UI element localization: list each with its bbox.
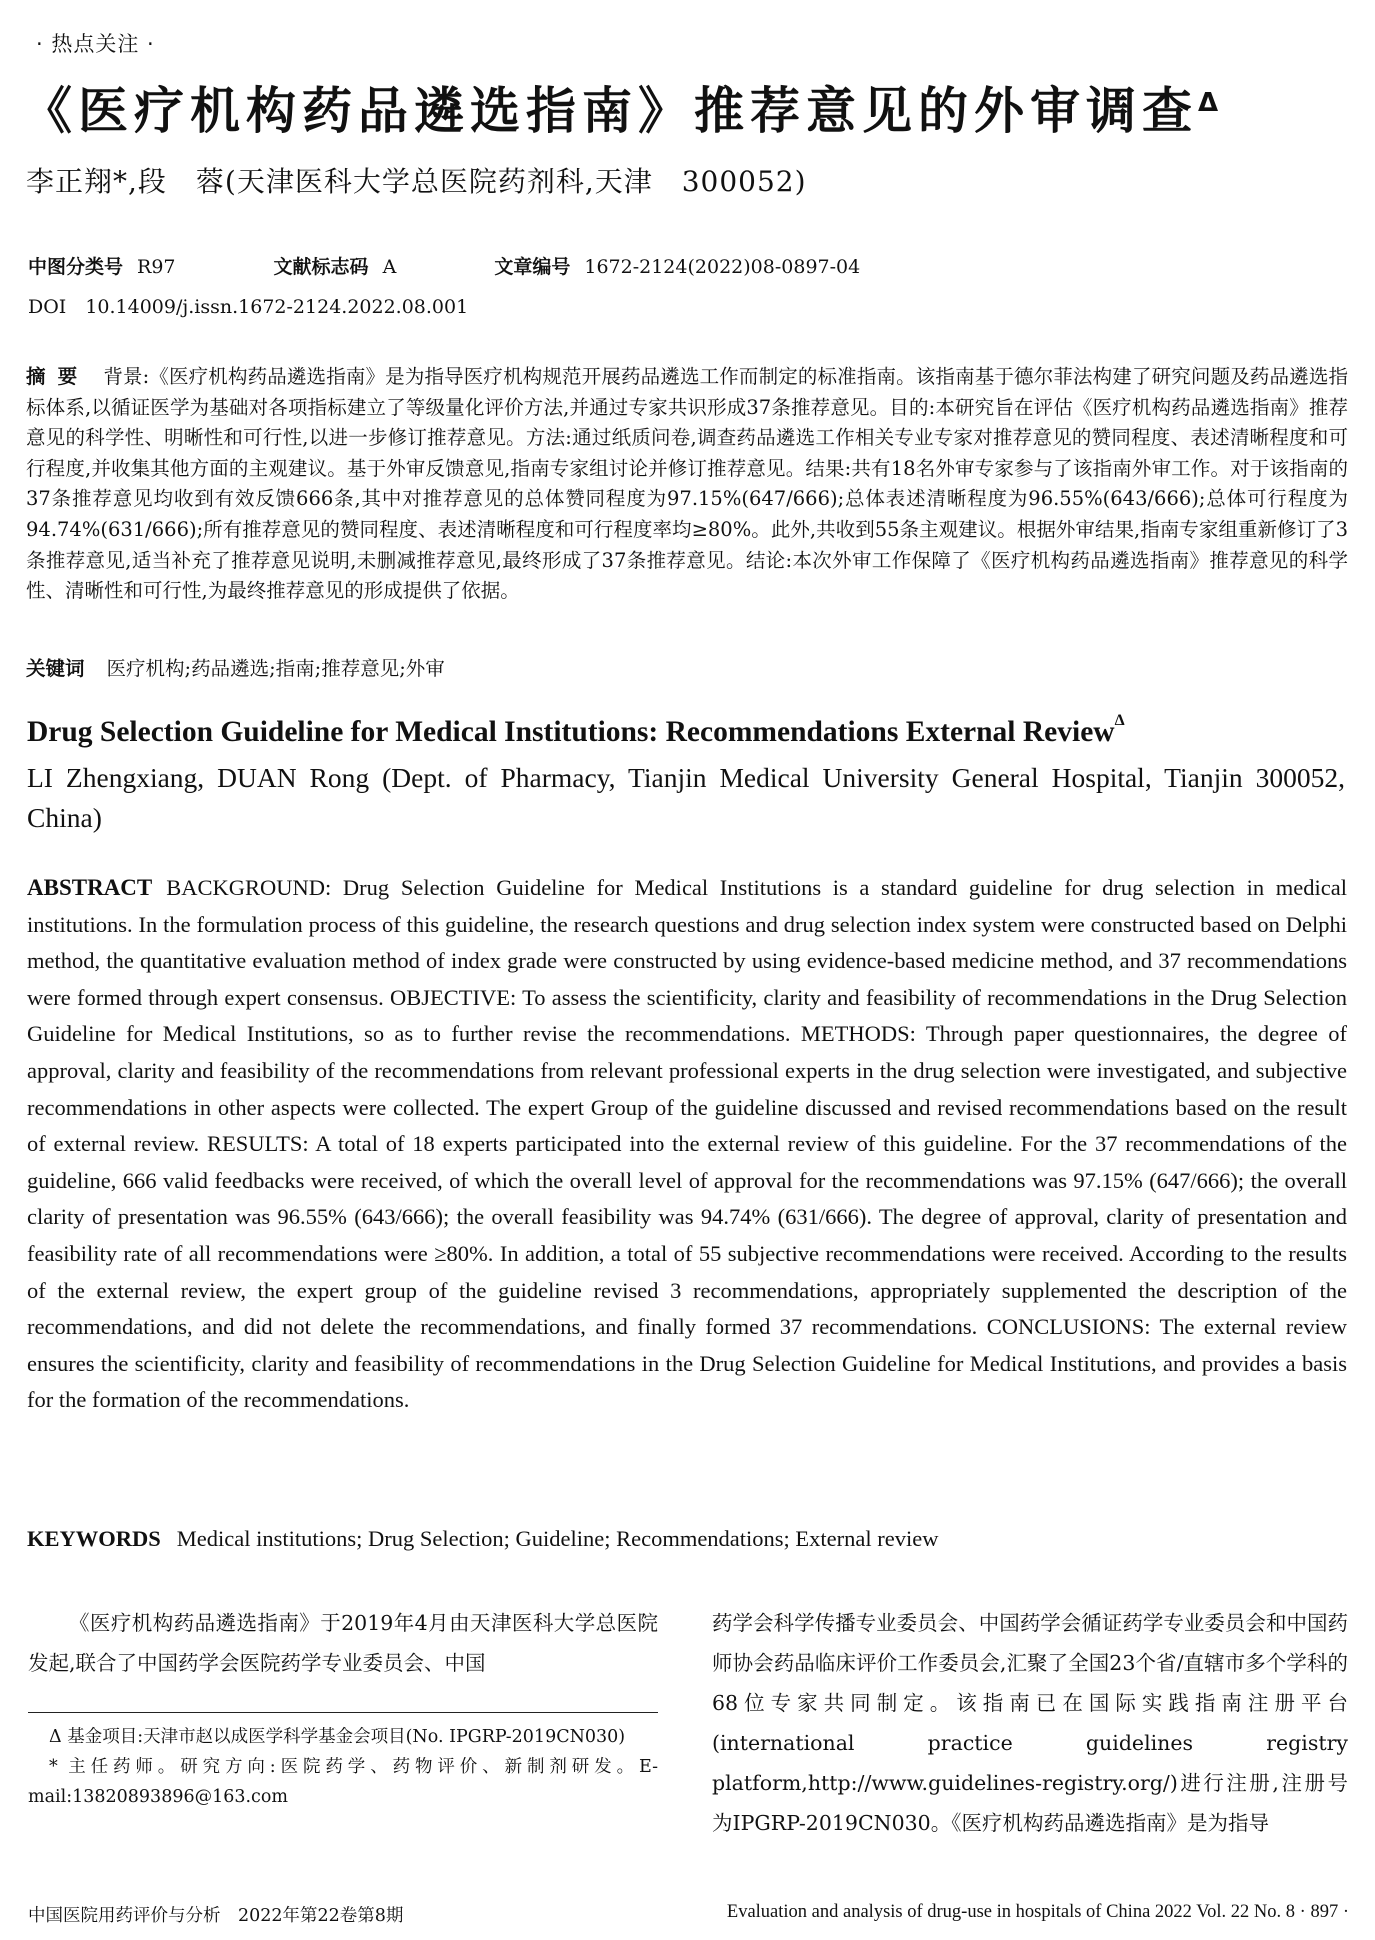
article-no-label: 文章编号	[494, 256, 571, 278]
keywords-cn-label: 关键词	[26, 657, 85, 680]
abstract-cn-heading: 摘要	[26, 365, 90, 388]
keywords-en-text: Medical institutions; Drug Selection; Guideline; Recommendations; External review	[176, 1526, 939, 1551]
abstract-en-heading: ABSTRACT	[27, 875, 153, 900]
running-footer	[28, 1902, 1349, 1927]
keywords-en	[27, 1526, 939, 1552]
doc-code-label: 文献标志码	[273, 256, 369, 278]
footer-journal-en: Evaluation and analysis of drug-use in hospitals of China 2022 Vol. 22 No. 8 · 897 ·	[726, 1902, 1349, 1922]
paper-title-en	[27, 712, 1125, 749]
classification-line	[28, 252, 952, 279]
footer-journal-cn: 中国医院用药评价与分析 2022年第22卷第8期	[28, 1906, 404, 1926]
fund-mark: Δ	[1198, 88, 1219, 118]
doc-code-value: A	[382, 256, 397, 278]
paper-title-text: 《医疗机构药品遴选指南》推荐意见的外审调查	[22, 82, 1198, 140]
column-tag: · 热点关注 ·	[36, 32, 155, 56]
clc-label: 中图分类号	[28, 256, 124, 278]
abstract-cn	[26, 362, 1348, 607]
paper-title-en-text: Drug Selection Guideline for Medical Institutions: Recommendations External Review	[27, 716, 1115, 748]
keywords-cn-text: 医疗机构;药品遴选;指南;推荐意见;外审	[106, 657, 445, 680]
keywords-cn	[26, 653, 445, 681]
abstract-en-text: BACKGROUND: Drug Selection Guideline for Medical Institutions is a standard guideline for drug selection in medical institutions. In the formulation process of this guideline, the research questions and drug selection index system were constructed based on Delphi method, the quantitative evaluation method of index grade were constructed by using evidence-based medicine method, and 37 recommendations were formed through expert consensus. OBJECTIVE: To assess the scientificity, clarity and feasibility of recommendations in the Drug Selection Guideline for Medical Institutions, so as to further revise the recommendations. METHODS: Through paper questionnaires, the degree of approval, clarity and feasibility of the recommendations from relevant professional experts in the drug selection were investigated, and subjective recommendations in other aspects were collected. The expert Group of the guideline discussed and revised recommendations based on the result of external review. RESULTS: A total of 18 experts participated into the external review of this guideline. For the 37 recommendations of the guideline, 666 valid feedbacks were received, of which the overall level of approval for the recommendations was 97.15% (647/666); the overall clarity of presentation was 96.55% (643/666); the overall feasibility was 94.74% (631/666). The degree of approval, clarity of presentation and feasibility rate of all recommendations were ≥80%. In addition, a total of 55 subjective recommendations were received. According to the results of the external review, the expert group of the guideline revised 3 recommendations, appropriately supplemented the description of the recommendations, and did not delete the recommendations, and finally formed 37 recommendations. CONCLUSIONS: The external review ensures the scientificity, clarity and feasibility of recommendations in the Drug Selection Guideline for Medical Institutions, and provides a basis for the formation of the recommendations.	[27, 875, 1347, 1413]
article-no-value: 1672-2124(2022)08-0897-04	[584, 256, 861, 278]
footnote-author: * 主任药师。研究方向:医院药学、药物评价、新制剂研发。E-mail:13820893896@163.com	[28, 1757, 658, 1807]
doc-code-item	[274, 252, 397, 279]
keywords-en-label: KEYWORDS	[27, 1526, 161, 1551]
clc-item	[28, 252, 176, 279]
paper-title-cn	[22, 78, 1352, 144]
abstract-cn-text: 背景:《医疗机构药品遴选指南》是为指导医疗机构规范开展药品遴选工作而制定的标准指南。该指南基于德尔菲法构建了研究问题及药品遴选指标体系,以循证医学为基础对各项指标建立了等级量化评价方法,并通过专家共识形成37条推荐意见。目的:本研究旨在评估《医疗机构药品遴选指南》推荐意见的科学性、明晰性和可行性,以进一步修订推荐意见。方法:通过纸质问卷,调查药品遴选工作相关专业专家对推荐意见的赞同程度、表述清晰程度和可行程度,并收集其他方面的主观建议。基于外审反馈意见,指南专家组讨论并修订推荐意见。结果:共有18名外审专家参与了该指南外审工作。对于该指南的37条推荐意见均收到有效反馈666条,其中对推荐意见的总体赞同程度为97.15%(647/666);总体表述清晰程度为96.55%(643/666);总体可行程度为94.74%(631/666);所有推荐意见的赞同程度、表述清晰程度和可行程度率均≥80%。此外,共收到55条主观建议。根据外审结果,指南专家组重新修订了3条推荐意见,适当补充了推荐意见说明,未删减推荐意见,最终形成了37条推荐意见。结论:本次外审工作保障了《医疗机构药品遴选指南》推荐意见的科学性、清晰性和可行性,为最终推荐意见的形成提供了依据。	[26, 365, 1348, 603]
footnotes	[28, 1722, 658, 1812]
body-text-right: 药学会科学传播专业委员会、中国药学会循证药学专业委员会和中国药师协会药品临床评价工作委员会,汇聚了全国23个省/直辖市多个学科的68位专家共同制定。该指南已在国际实践指南注册平台(international practice guidelines registry platform,http://www.guidelines-registry.org/)进行注册,注册号为IPGRP-2019CN030。《医疗机构药品遴选指南》是为指导	[712, 1611, 1348, 1835]
fund-mark-en: Δ	[1114, 712, 1125, 729]
abstract-en	[27, 870, 1347, 1419]
footnote-divider	[28, 1712, 658, 1713]
footnote-fund: Δ 基金项目:天津市赵以成医学科学基金会项目(No. IPGRP-2019CN030)	[49, 1727, 626, 1747]
doi-line: DOI 10.14009/j.issn.1672-2124.2022.08.001	[28, 296, 469, 318]
clc-value: R97	[137, 256, 176, 278]
authors-en: LI Zhengxiang, DUAN Rong (Dept. of Pharmacy, Tianjin Medical University General Hospital, Tianjin 300052, China)	[27, 762, 1345, 833]
article-no-item	[494, 252, 860, 279]
body-text-left: 《医疗机构药品遴选指南》于2019年4月由天津医科大学总医院发起,联合了中国药学会医院药学专业委员会、中国	[28, 1611, 658, 1675]
authors-cn: 李正翔*,段 蓉(天津医科大学总医院药剂科,天津 300052)	[26, 165, 807, 198]
